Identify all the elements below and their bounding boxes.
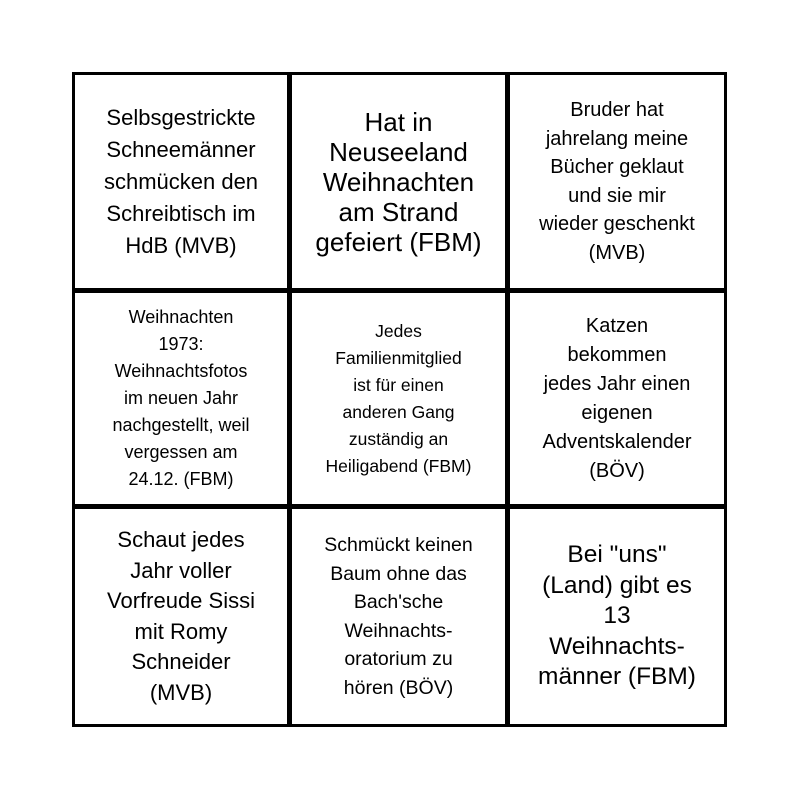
bingo-cell-9[interactable] [510, 509, 724, 724]
bingo-cell-6[interactable] [510, 293, 724, 509]
bingo-board [72, 72, 727, 727]
bingo-cell-3[interactable] [510, 75, 724, 293]
bingo-cell-4[interactable] [75, 293, 292, 509]
bingo-cell-text: Schmückt keinen Baum ohne das Bach'sche Weihnachts- oratorium zu hören (BÖV) [324, 534, 473, 699]
bingo-cell-8[interactable] [292, 509, 510, 724]
bingo-cell-7[interactable] [75, 509, 292, 724]
bingo-cell-2[interactable] [292, 75, 510, 293]
bingo-cell-text: Bruder hat jahrelang meine Bücher geklaut und sie mir wieder geschenkt (MVB) [539, 99, 695, 264]
bingo-cell-text: Hat in Neuseeland Weihnachten am Strand gefeiert (FBM) [315, 106, 482, 257]
bingo-cell-text: Katzen bekommen jedes Jahr einen eigenen Adventskalender (BÖV) [542, 314, 692, 482]
bingo-cell-text: Bei "uns" (Land) gibt es 13 Weihnachts- männer (FBM) [538, 541, 696, 691]
bingo-cell-text: Schaut jedes Jahr voller Vorfreude Sissi mit Romy Schneider (MVB) [107, 527, 255, 705]
bingo-cell-1[interactable] [75, 75, 292, 293]
bingo-cell-text: Selbsgestrickte Schneemänner schmücken den Schreibtisch im HdB (MVB) [103, 104, 259, 258]
bingo-cell-text: Jedes Familienmitglied ist für einen anderen Gang zuständig an Heiligabend (FBM) [325, 320, 472, 476]
bingo-cell-text: Weihnachten 1973: Weihnachtsfotos im neuen Jahr nachgestellt, weil vergessen am 24.12. (FBM) [112, 307, 250, 489]
bingo-cell-5[interactable] [292, 293, 510, 509]
